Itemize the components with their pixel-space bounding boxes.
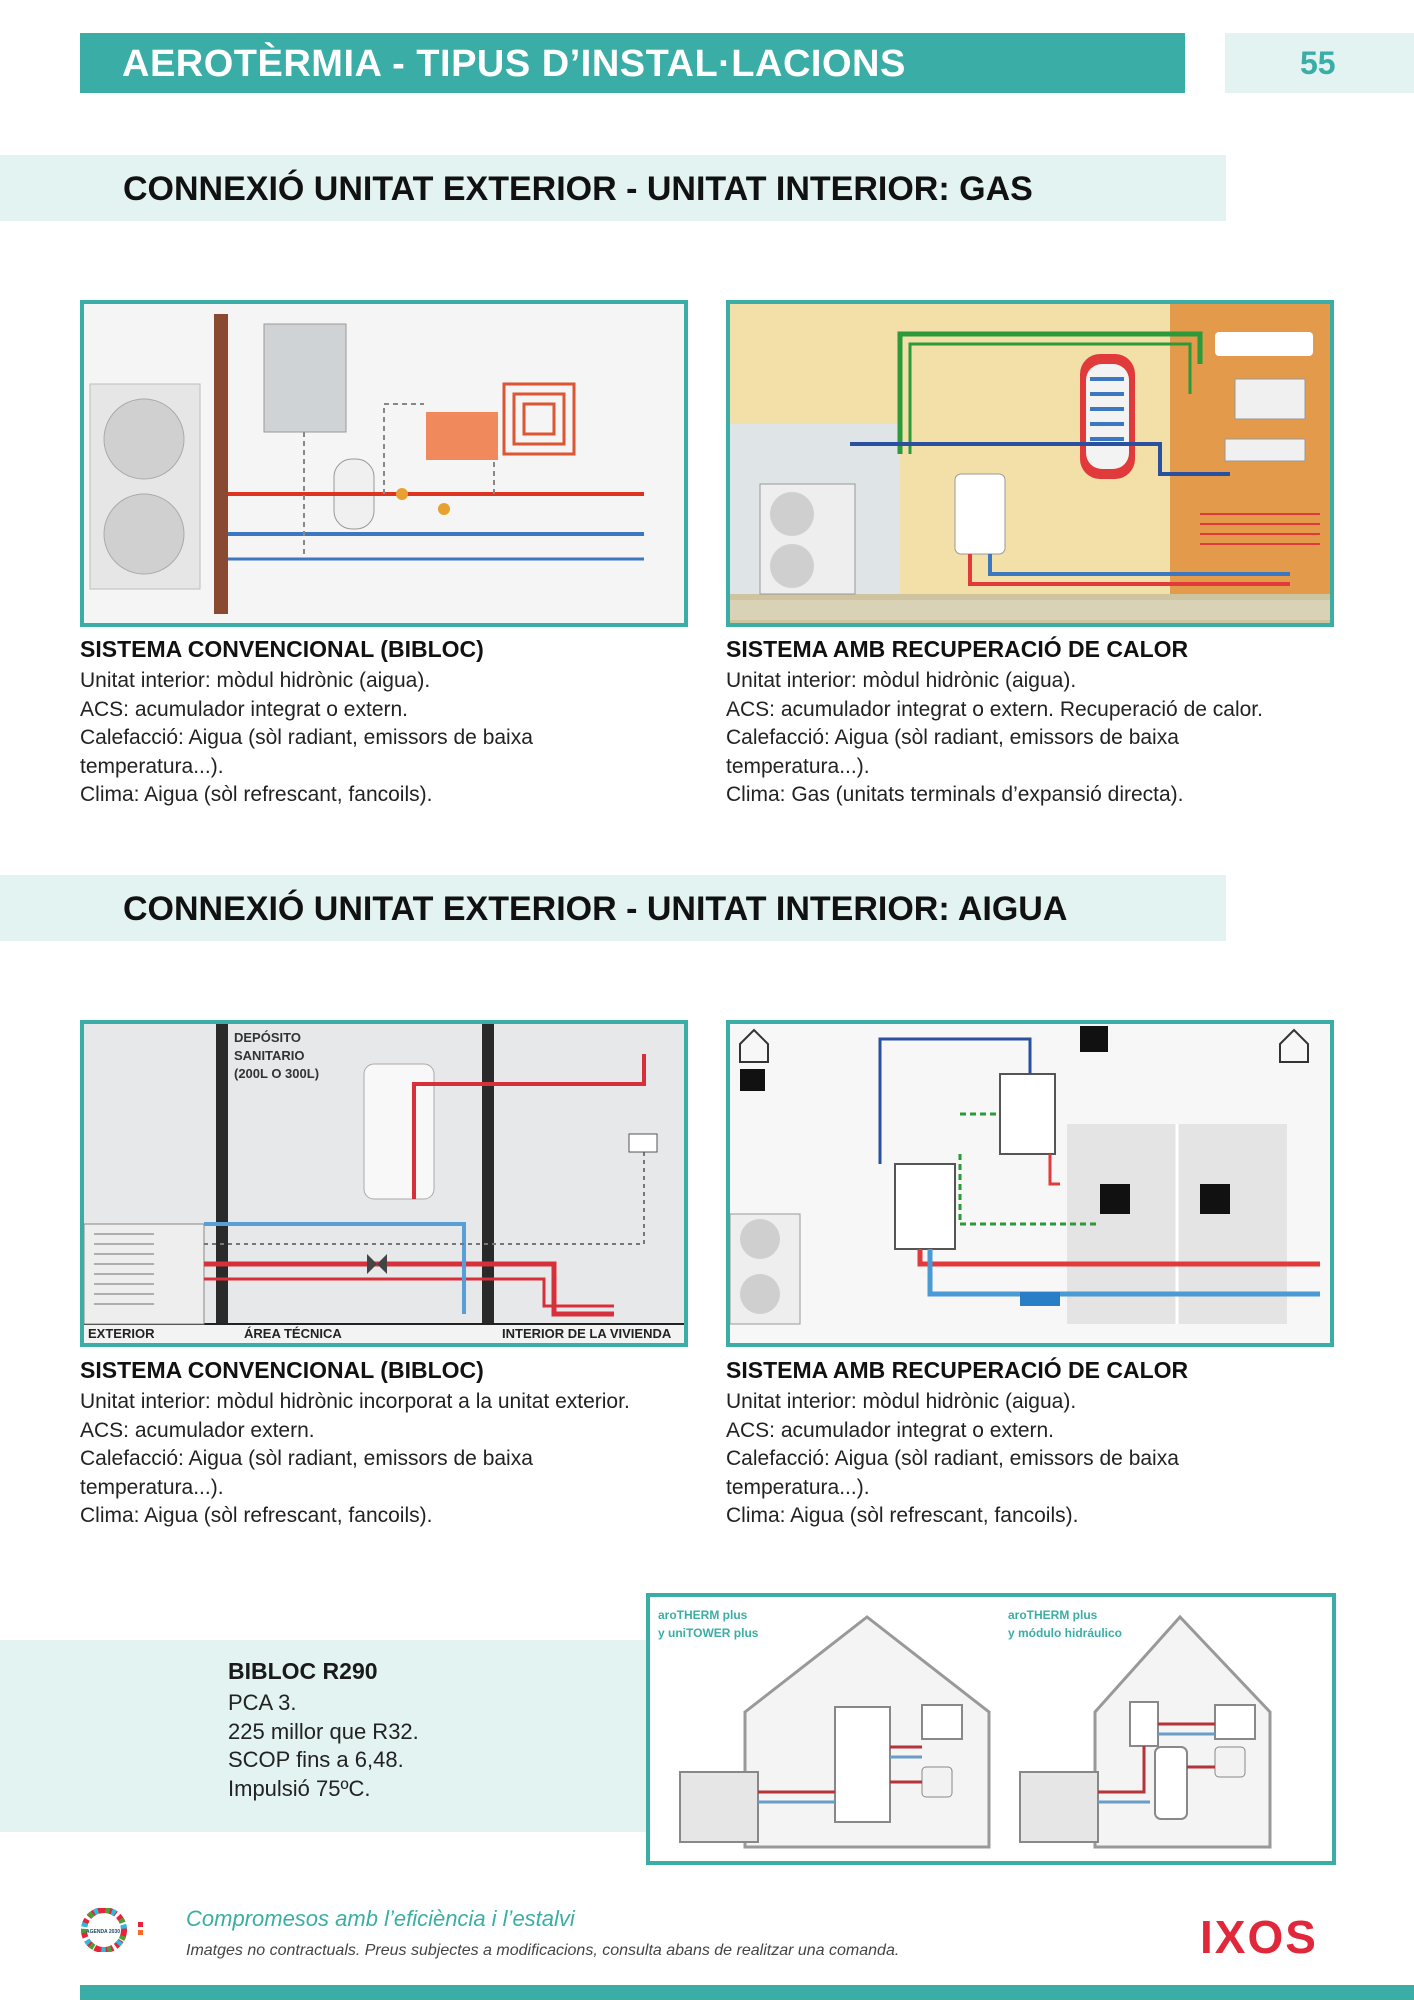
caption-title: SISTEMA AMB RECUPERACIÓ DE CALOR: [726, 636, 1189, 662]
caption-line: Clima: Aigua (sòl refrescant, fancoils).: [80, 1504, 433, 1527]
caption-line: Unitat interior: mòdul hidrònic (aigua).: [80, 669, 431, 692]
caption-line: temperatura...).: [80, 1475, 224, 1499]
bibloc-line: SCOP fins a 6,48.: [228, 1747, 404, 1772]
page-number: 55: [1300, 45, 1336, 81]
caption-heat-recovery-water: [726, 1357, 1336, 1531]
diagram-houses: [646, 1593, 1336, 1865]
footer-slogan: Compromesos amb l’eficiència i l’estalvi: [186, 1906, 575, 1931]
section-title: CONNEXIÓ UNITAT EXTERIOR - UNITAT INTERIOR: GAS: [123, 170, 1033, 208]
agenda-2030-logo: [78, 1908, 158, 1952]
figure-label: ÁREA TÉCNICA: [244, 1326, 342, 1341]
caption-title: SISTEMA AMB RECUPERACIÓ DE CALOR: [726, 1357, 1189, 1383]
figure-label: DEPÓSITO: [234, 1030, 301, 1045]
figure-label: INTERIOR DE LA VIVIENDA: [502, 1326, 672, 1341]
caption-line: Calefacció: Aigua (sòl radiant, emissors de baixa: [80, 726, 533, 749]
diagram-heat-recovery-water: [726, 1020, 1334, 1347]
agenda-label: AGENDA 2030: [86, 1929, 120, 1935]
bibloc-line: 225 millor que R32.: [228, 1718, 419, 1744]
figure-label: SANITARIO: [234, 1048, 305, 1063]
page-title: AEROTÈRMIA - TIPUS D’INSTAL·LACIONS: [122, 43, 906, 85]
bottom-accent-line: [80, 1985, 1414, 2000]
figure-label: aroTHERM plus: [658, 1608, 748, 1622]
caption-line: temperatura...).: [726, 1475, 870, 1499]
figure-label: EXTERIOR: [88, 1326, 155, 1341]
caption-line: ACS: acumulador integrat o extern.: [80, 697, 409, 721]
caption-conventional-water: [80, 1357, 690, 1531]
caption-line: Calefacció: Aigua (sòl radiant, emissors de baixa: [726, 1447, 1179, 1470]
figure-label: y uniTOWER plus: [658, 1626, 759, 1640]
caption-line: Clima: Gas (unitats terminals d’expansió directa).: [726, 783, 1184, 806]
caption-title: SISTEMA CONVENCIONAL (BIBLOC): [80, 636, 484, 662]
section-title: CONNEXIÓ UNITAT EXTERIOR - UNITAT INTERIOR: AIGUA: [123, 890, 1068, 928]
caption-line: Clima: Aigua (sòl refrescant, fancoils).: [726, 1504, 1079, 1527]
bibloc-line: Impulsió 75ºC.: [228, 1775, 371, 1801]
caption-title: SISTEMA CONVENCIONAL (BIBLOC): [80, 1357, 484, 1383]
caption-line: Clima: Aigua (sòl refrescant, fancoils).: [80, 783, 433, 806]
caption-line: Unitat interior: mòdul hidrònic (aigua).: [726, 1390, 1077, 1413]
caption-line: ACS: acumulador integrat o extern.: [726, 1418, 1055, 1442]
caption-line: Calefacció: Aigua (sòl radiant, emissors de baixa: [80, 1447, 533, 1470]
footer-disclaimer: Imatges no contractuals. Preus subjectes a modificacions, consulta abans de realitzar una comanda.: [186, 1942, 900, 1959]
caption-line: temperatura...).: [726, 754, 870, 778]
caption-line: Unitat interior: mòdul hidrònic (aigua).: [726, 669, 1077, 692]
caption-line: ACS: acumulador integrat o extern. Recuperació de calor.: [726, 697, 1263, 721]
bibloc-line: PCA 3.: [228, 1690, 297, 1715]
caption-heat-recovery-gas: [726, 636, 1336, 810]
title-bar: [80, 33, 1185, 93]
figure-label: aroTHERM plus: [1008, 1608, 1098, 1622]
diagram-conventional-gas: [80, 300, 688, 627]
section-heading-water: [0, 875, 1226, 941]
section-heading-gas: [0, 155, 1226, 221]
caption-line: Calefacció: Aigua (sòl radiant, emissors de baixa: [726, 726, 1179, 749]
bibloc-title: BIBLOC R290: [228, 1658, 378, 1684]
caption-line: ACS: acumulador extern.: [80, 1418, 315, 1442]
diagram-heat-recovery-gas: [726, 300, 1334, 627]
diagram-conventional-water: [80, 1020, 688, 1347]
caption-line: Unitat interior: mòdul hidrònic incorporat a la unitat exterior.: [80, 1390, 630, 1413]
brand-logo: IXOS: [1200, 1911, 1318, 1963]
figure-label: (200L O 300L): [234, 1066, 320, 1081]
caption-line: temperatura...).: [80, 754, 224, 778]
bibloc-info: [228, 1658, 628, 1803]
figure-label: y módulo hidráulico: [1008, 1626, 1123, 1640]
caption-conventional-gas: [80, 636, 690, 810]
page-number-box: [1225, 33, 1414, 93]
